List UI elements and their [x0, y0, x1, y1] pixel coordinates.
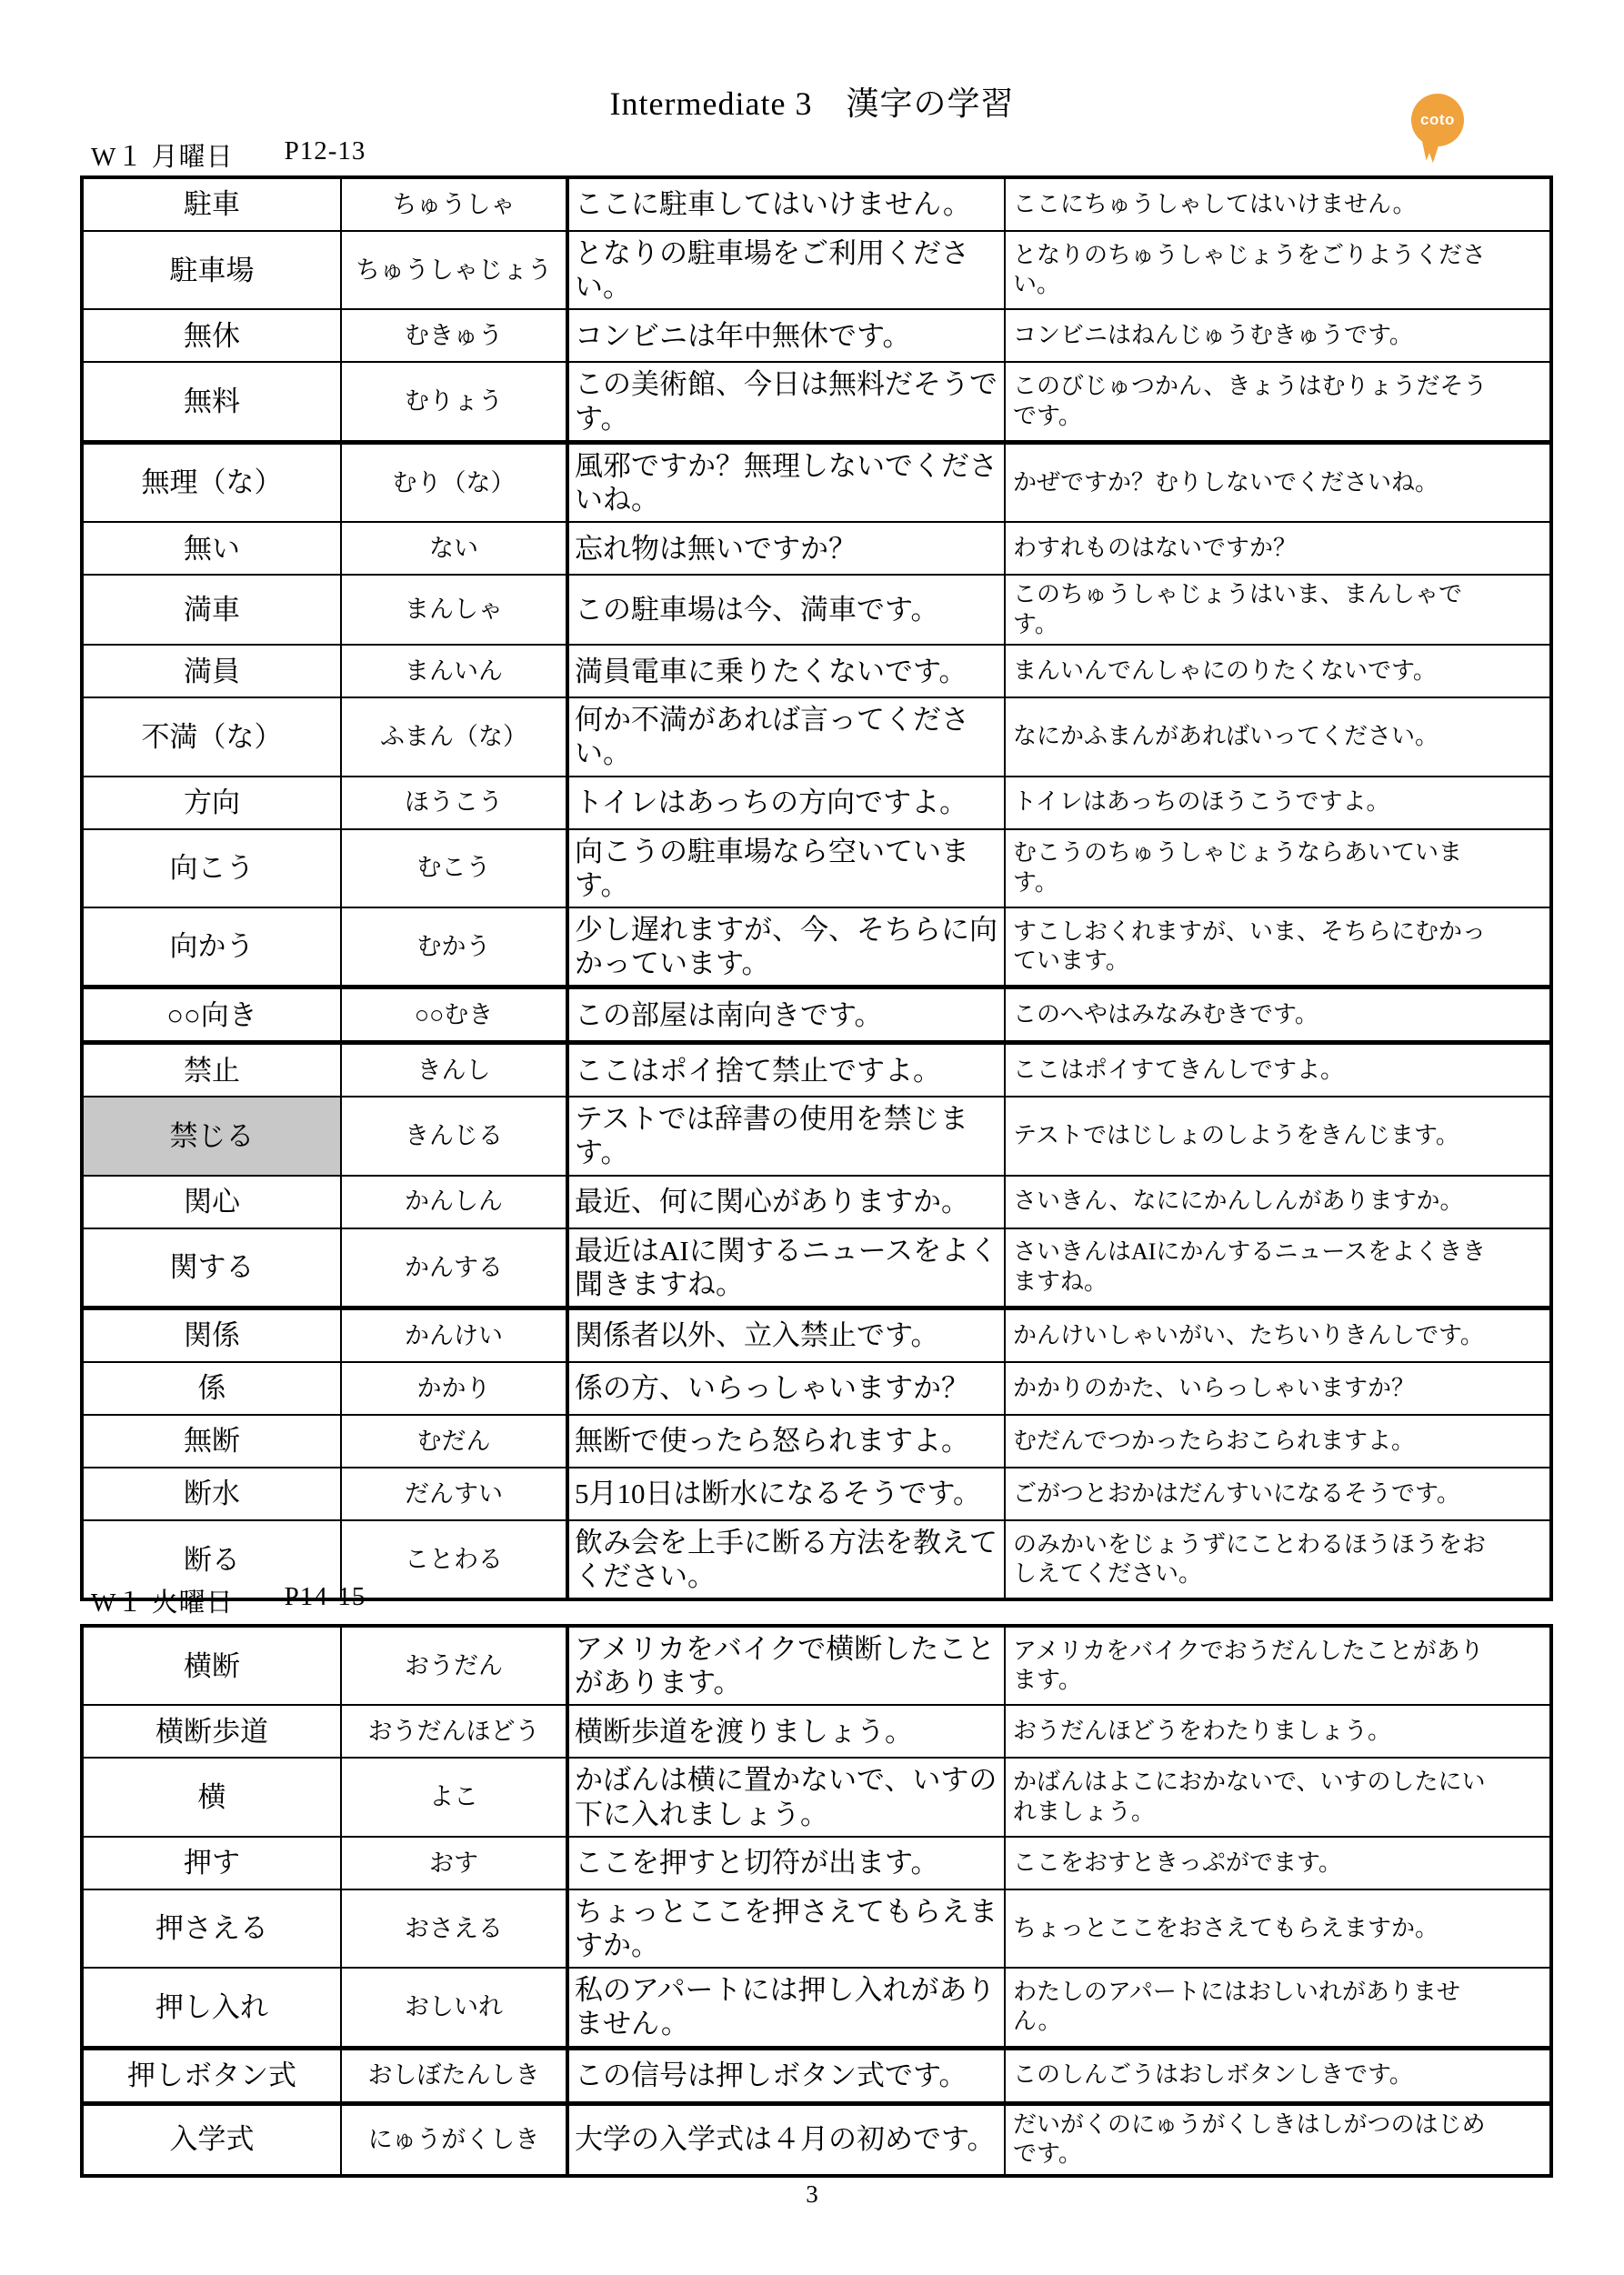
- reading-cell: きんじる: [340, 1097, 566, 1174]
- reading-cell: むり（な）: [340, 445, 566, 521]
- sentence-kana-cell: このびじゅつかん、きょうはむりょうだそうです。: [1004, 363, 1549, 439]
- sentence-cell: この駐車場は今、満車です。: [566, 576, 1004, 644]
- sentence-kana-cell: ごがつとおかはだんすいになるそうです。: [1004, 1468, 1549, 1519]
- table-row: [84, 1628, 1549, 1704]
- sentence-cell: 大学の入学式は４月の初めです。: [566, 2106, 1004, 2174]
- table-row: [84, 1757, 1549, 1835]
- kanji-cell: 向こう: [169, 852, 255, 885]
- sentence-cell: 関係者以外、立入禁止です。: [566, 1310, 1004, 1361]
- reading-cell: ことわる: [340, 1521, 566, 1598]
- table-row: [84, 697, 1549, 775]
- kanji-cell: 断水: [184, 1478, 240, 1510]
- reading-cell: かかり: [340, 1363, 566, 1414]
- page-number: 3: [806, 2180, 818, 2208]
- sentence-cell: ここを押すと切符が出ます。: [566, 1838, 1004, 1889]
- kanji-cell: 駐車: [184, 188, 240, 221]
- sentence-kana-cell: テストではじしょのしようをきんじます。: [1004, 1097, 1549, 1174]
- section-header-tuesday: [91, 1582, 366, 1619]
- reading-cell: ちゅうしゃ: [340, 179, 566, 230]
- kanji-cell: 横断: [184, 1649, 240, 1682]
- coto-logo-text: coto: [1420, 111, 1455, 128]
- sentence-kana-cell: のみかいをじょうずにことわるほうほうをおしえてください。: [1004, 1521, 1549, 1598]
- speech-bubble-tail-icon: [1422, 138, 1440, 161]
- sentence-cell: この部屋は南向きです。: [566, 989, 1004, 1040]
- kanji-cell: 方向: [184, 786, 240, 818]
- reading-cell: おしぼたんしき: [340, 2050, 566, 2101]
- kanji-cell: 無料: [184, 385, 240, 417]
- sentence-cell: テストでは辞書の使用を禁じます。: [566, 1097, 1004, 1174]
- sentence-kana-cell: となりのちゅうしゃじょうをごりようください。: [1004, 232, 1549, 308]
- sentence-cell: ここはポイ捨て禁止ですよ。: [566, 1045, 1004, 1096]
- reading-cell: ほうこう: [340, 777, 566, 828]
- sentence-cell: 横断歩道を渡りましょう。: [566, 1706, 1004, 1757]
- reading-cell: かんしん: [340, 1177, 566, 1228]
- table-row: [84, 2101, 1549, 2174]
- sentence-kana-cell: ここをおすときっぷがでます。: [1004, 1838, 1549, 1889]
- sentence-cell: 係の方、いらっしゃいますか？: [566, 1363, 1004, 1414]
- table-row: [84, 1228, 1549, 1306]
- sentence-kana-cell: このへやはみなみむきです。: [1004, 989, 1549, 1040]
- sentence-cell: 何か不満があれば言ってください。: [566, 698, 1004, 775]
- table-row: [84, 985, 1549, 1040]
- page-range-label: P12-13: [284, 136, 366, 165]
- reading-cell: ちゅうしゃじょう: [340, 232, 566, 308]
- reading-cell: むこう: [340, 830, 566, 907]
- table-row: [84, 361, 1549, 439]
- sentence-cell: トイレはあっちの方向ですよ。: [566, 777, 1004, 828]
- sentence-kana-cell: ちょっとここをおさえてもらえますか。: [1004, 1890, 1549, 1967]
- kanji-cell: 押す: [184, 1847, 240, 1879]
- reading-cell: おす: [340, 1838, 566, 1889]
- sentence-cell: 私のアパートには押し入れがありません。: [566, 1969, 1004, 2045]
- sentence-cell: かばんは横に置かないで、いすの下に入れましょう。: [566, 1759, 1004, 1835]
- reading-cell: だんすい: [340, 1468, 566, 1519]
- reading-cell: よこ: [340, 1759, 566, 1835]
- kanji-cell: 不満（な）: [141, 720, 283, 753]
- table-row: [84, 1467, 1549, 1519]
- table-row: [84, 1175, 1549, 1228]
- table-row: [84, 1040, 1549, 1096]
- sentence-kana-cell: むだんでつかったらおこられますよ。: [1004, 1416, 1549, 1467]
- sentence-kana-cell: トイレはあっちのほうこうですよ。: [1004, 777, 1549, 828]
- kanji-cell: 横: [197, 1780, 226, 1813]
- kanji-cell: 無断: [184, 1425, 240, 1458]
- sentence-kana-cell: さいきんはAIにかんするニュースをよくききますね。: [1004, 1229, 1549, 1306]
- sentence-kana-cell: まんいんでんしゃにのりたくないです。: [1004, 646, 1549, 697]
- table-row: [84, 1704, 1549, 1757]
- sentence-cell: 5月10日は断水になるそうです。: [566, 1468, 1004, 1519]
- kanji-cell: 満員: [184, 655, 240, 687]
- kanji-cell: 押さえる: [155, 1912, 268, 1945]
- table-row: [84, 828, 1549, 907]
- table-row: [84, 1889, 1549, 1967]
- kanji-cell: ○○向き: [166, 998, 257, 1031]
- table-row: [84, 644, 1549, 697]
- kanji-cell: 駐車場: [169, 254, 255, 286]
- reading-cell: おうだんほどう: [340, 1706, 566, 1757]
- sentence-cell: ここに駐車してはいけません。: [566, 179, 1004, 230]
- reading-cell: むかう: [340, 908, 566, 985]
- sentence-kana-cell: おうだんほどうをわたりましょう。: [1004, 1706, 1549, 1757]
- kanji-cell: 押しボタン式: [127, 2059, 296, 2091]
- sentence-kana-cell: すこしおくれますが、いま、そちらにむかっています。: [1004, 908, 1549, 985]
- sentence-kana-cell: かんけいしゃいがい、たちいりきんしです。: [1004, 1310, 1549, 1361]
- kanji-cell: 禁止: [184, 1054, 240, 1087]
- sentence-kana-cell: なにかふまんがあればいってください。: [1004, 698, 1549, 775]
- sentence-kana-cell: わたしのアパートにはおしいれがありません。: [1004, 1969, 1549, 2045]
- table-row: [84, 907, 1549, 985]
- kanji-cell: 押し入れ: [155, 1990, 268, 2023]
- table-row: [84, 440, 1549, 521]
- reading-cell: まんいん: [340, 646, 566, 697]
- sentence-kana-cell: かかりのかた、いらっしゃいますか？: [1004, 1363, 1549, 1414]
- kanji-cell: 禁じる: [84, 1097, 340, 1174]
- reading-cell: むりょう: [340, 363, 566, 439]
- sentence-kana-cell: かばんはよこにおかないで、いすのしたにいれましょう。: [1004, 1759, 1549, 1835]
- sentence-cell: となりの駐車場をご利用ください。: [566, 232, 1004, 308]
- kanji-cell: 無理（な）: [141, 466, 283, 499]
- kanji-cell: 横断歩道: [155, 1715, 268, 1748]
- sentence-cell: 無断で使ったら怒られますよ。: [566, 1416, 1004, 1467]
- reading-cell: むだん: [340, 1416, 566, 1467]
- reading-cell: ○○むき: [340, 989, 566, 1040]
- table-row: [84, 230, 1549, 308]
- reading-cell: おしいれ: [340, 1969, 566, 2045]
- reading-cell: ふまん（な）: [340, 698, 566, 775]
- reading-cell: にゅうがくしき: [340, 2106, 566, 2174]
- sentence-cell: ちょっとここを押さえてもらえますか。: [566, 1890, 1004, 1967]
- sentence-cell: 満員電車に乗りたくないです。: [566, 646, 1004, 697]
- table-row: [84, 1836, 1549, 1889]
- table-row: [84, 179, 1549, 230]
- kanji-cell: 無休: [184, 319, 240, 352]
- vocab-table-monday: [80, 175, 1553, 1601]
- table-row: [84, 2046, 1549, 2101]
- reading-cell: ない: [340, 523, 566, 574]
- reading-cell: おさえる: [340, 1890, 566, 1967]
- sentence-cell: 最近、何に関心がありますか。: [566, 1177, 1004, 1228]
- sentence-cell: この信号は押しボタン式です。: [566, 2050, 1004, 2101]
- section-header-monday: [91, 136, 366, 174]
- sentence-kana-cell: むこうのちゅうしゃじょうならあいています。: [1004, 830, 1549, 907]
- table-row: [84, 776, 1549, 828]
- sentence-kana-cell: このちゅうしゃじょうはいま、まんしゃです。: [1004, 576, 1549, 644]
- sentence-cell: コンビニは年中無休です。: [566, 310, 1004, 361]
- week-day-label: W１ 月曜日: [91, 143, 234, 172]
- kanji-cell: 関係: [184, 1319, 240, 1352]
- sentence-cell: この美術館、今日は無料だそうです。: [566, 363, 1004, 439]
- kanji-cell: 入学式: [169, 2123, 255, 2156]
- sentence-cell: 忘れ物は無いですか？: [566, 523, 1004, 574]
- vocab-table-tuesday: [80, 1624, 1553, 2178]
- table-row: [84, 521, 1549, 574]
- sentence-cell: 飲み会を上手に断る方法を教えてください。: [566, 1521, 1004, 1598]
- table-row: [84, 308, 1549, 361]
- reading-cell: きんし: [340, 1045, 566, 1096]
- table-row: [84, 1414, 1549, 1467]
- reading-cell: むきゅう: [340, 310, 566, 361]
- sentence-kana-cell: さいきん、なににかんしんがありますか。: [1004, 1177, 1549, 1228]
- kanji-cell: 向かう: [169, 930, 255, 963]
- sentence-kana-cell: かぜですか？むりしないでくださいね。: [1004, 445, 1549, 521]
- reading-cell: まんしゃ: [340, 576, 566, 644]
- sentence-kana-cell: アメリカをバイクでおうだんしたことがあります。: [1004, 1628, 1549, 1704]
- sentence-cell: 向こうの駐車場なら空いています。: [566, 830, 1004, 907]
- sentence-cell: アメリカをバイクで横断したことがあります。: [566, 1628, 1004, 1704]
- reading-cell: かんする: [340, 1229, 566, 1306]
- kanji-cell: 断る: [184, 1543, 240, 1576]
- sentence-kana-cell: だいがくのにゅうがくしきはしがつのはじめです。: [1004, 2106, 1549, 2174]
- sentence-cell: 風邪ですか？無理しないでくださいね。: [566, 445, 1004, 521]
- table-row: [84, 1306, 1549, 1361]
- reading-cell: おうだん: [340, 1628, 566, 1704]
- reading-cell: かんけい: [340, 1310, 566, 1361]
- table-row: [84, 1361, 1549, 1414]
- table-row: [84, 574, 1549, 644]
- page-title: Intermediate 3 漢字の学習: [609, 85, 1015, 122]
- kanji-cell: 関する: [169, 1251, 255, 1284]
- sentence-kana-cell: わすれものはないですか？: [1004, 523, 1549, 574]
- sentence-cell: 最近はAIに関するニュースをよく聞きますね。: [566, 1229, 1004, 1306]
- sentence-kana-cell: コンビニはねんじゅうむきゅうです。: [1004, 310, 1549, 361]
- coto-logo: [1411, 94, 1464, 146]
- week-day-label: W１ 火曜日: [91, 1588, 234, 1618]
- sentence-kana-cell: ここにちゅうしゃしてはいけません。: [1004, 179, 1549, 230]
- kanji-cell: 満車: [184, 594, 240, 626]
- sentence-kana-cell: このしんごうはおしボタンしきです。: [1004, 2050, 1549, 2101]
- kanji-cell: 係: [197, 1372, 226, 1405]
- kanji-cell: 無い: [184, 532, 240, 565]
- table-row: [84, 1967, 1549, 2045]
- page-range-label: P14-15: [284, 1582, 366, 1611]
- sentence-cell: 少し遅れますが、今、そちらに向かっています。: [566, 908, 1004, 985]
- sentence-kana-cell: ここはポイすてきんしですよ。: [1004, 1045, 1549, 1096]
- kanji-cell: 関心: [184, 1186, 240, 1218]
- table-row: [84, 1096, 1549, 1174]
